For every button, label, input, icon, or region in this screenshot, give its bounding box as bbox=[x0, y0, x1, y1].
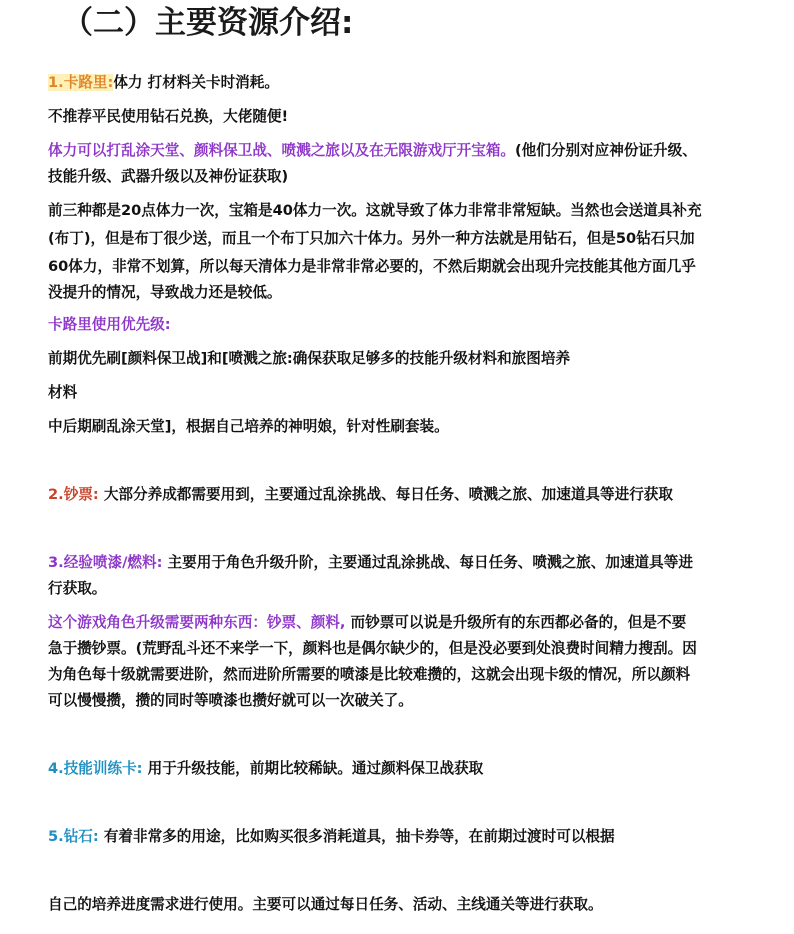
kaluli-priority-2: 材料 bbox=[48, 384, 78, 401]
kaluli-heading: 1.卡路里: bbox=[48, 74, 114, 91]
kaluli-para-3: 60体力，非常不划算，所以每天清体力是非常非常必要的，不然后期就会出现升完技能其他方面几乎 bbox=[48, 258, 696, 275]
chaopiao-desc: 大部分养成都需要用到，主要通过乱涂挑战、每日任务、喷溅之旅、加速道具等进行获取 bbox=[103, 486, 673, 503]
jingyan-desc-1: 主要用于角色升级升阶，主要通过乱涂挑战、每日任务、喷溅之旅、加速道具等进 bbox=[167, 554, 693, 571]
kaluli-heading-line bbox=[48, 70, 778, 96]
kaluli-para-4: 没提升的情况，导致战力还是较低。 bbox=[48, 284, 282, 301]
chaopiao-line bbox=[48, 482, 778, 508]
kaluli-para-1: 前三种都是20点体力一次，宝箱是40体力一次。这就导致了体力非常非常短缺。当然也会送道具补充 bbox=[48, 202, 702, 219]
kaluli-desc: 体力 打材料关卡时消耗。 bbox=[113, 74, 279, 91]
jingyan-note-3: 为角色每十级就需要进阶，然而进阶所需要的喷漆是比较难攒的，这就会出现卡级的情况，所以颜料 bbox=[48, 666, 691, 683]
zuanshi-heading: 5.钻石: bbox=[48, 828, 99, 845]
jingyan-note-highlight: 这个游戏角色升级需要两种东西：钞票、颜料, bbox=[48, 614, 346, 631]
jingyan-line bbox=[48, 550, 778, 576]
kaluli-priority-1: 前期优先刷[颜料保卫战]和[喷溅之旅:确保获取足够多的技能升级材料和旅图培养 bbox=[48, 350, 571, 367]
kaluli-usage-rest: (他们分别对应神份证升级、 bbox=[515, 142, 697, 159]
kaluli-usage-line bbox=[48, 138, 778, 164]
chaopiao-heading: 2.钞票: bbox=[48, 486, 99, 503]
jineng-desc: 用于升级技能，前期比较稀缺。通过颜料保卫战获取 bbox=[147, 760, 484, 777]
kaluli-usage-highlight: 体力可以打乱涂天堂、颜料保卫战、喷溅之旅以及在无限游戏厅开宝箱。 bbox=[48, 142, 516, 159]
kaluli-note: 不推荐平民使用钻石兑换，大佬随便! bbox=[48, 108, 289, 125]
jineng-heading: 4.技能训练卡: bbox=[48, 760, 143, 777]
kaluli-priority-3: 中后期刷乱涂天堂]，根据自己培养的神明娘，针对性刷套装。 bbox=[48, 418, 449, 435]
jineng-line bbox=[48, 756, 778, 782]
jingyan-heading: 3.经验喷漆/燃料: bbox=[48, 554, 163, 571]
jingyan-note-line bbox=[48, 610, 778, 636]
jingyan-desc-2: 行获取。 bbox=[48, 580, 107, 597]
kaluli-para-2: (布丁)，但是布丁很少送，而且一个布丁只加六十体力。另外一种方法就是用钻石，但是50钻石只加 bbox=[48, 230, 695, 247]
jingyan-note-2: 急于攒钞票。(荒野乱斗还不来学一下，颜料也是偶尔缺少的，但是没必要到处浪费时间精力搜刮。因 bbox=[48, 640, 697, 657]
kaluli-priority-heading: 卡路里使用优先级: bbox=[48, 316, 171, 333]
jingyan-note-rest: 而钞票可以说是升级所有的东西都必备的，但是不要 bbox=[350, 614, 687, 631]
zuanshi-desc-1: 有着非常多的用途，比如购买很多消耗道具，抽卡券等，在前期过渡时可以根据 bbox=[103, 828, 615, 845]
jingyan-note-4: 可以慢慢攒，攒的同时等喷漆也攒好就可以一次破关了。 bbox=[48, 692, 413, 709]
zuanshi-desc-2: 自己的培养进度需求进行使用。主要可以通过每日任务、活动、主线通关等进行获取。 bbox=[48, 896, 603, 913]
zuanshi-line bbox=[48, 824, 778, 850]
kaluli-usage-rest-2: 技能升级、武器升级以及神份证获取) bbox=[48, 168, 289, 185]
page-title: （二）主要资源介绍: bbox=[62, 5, 354, 41]
